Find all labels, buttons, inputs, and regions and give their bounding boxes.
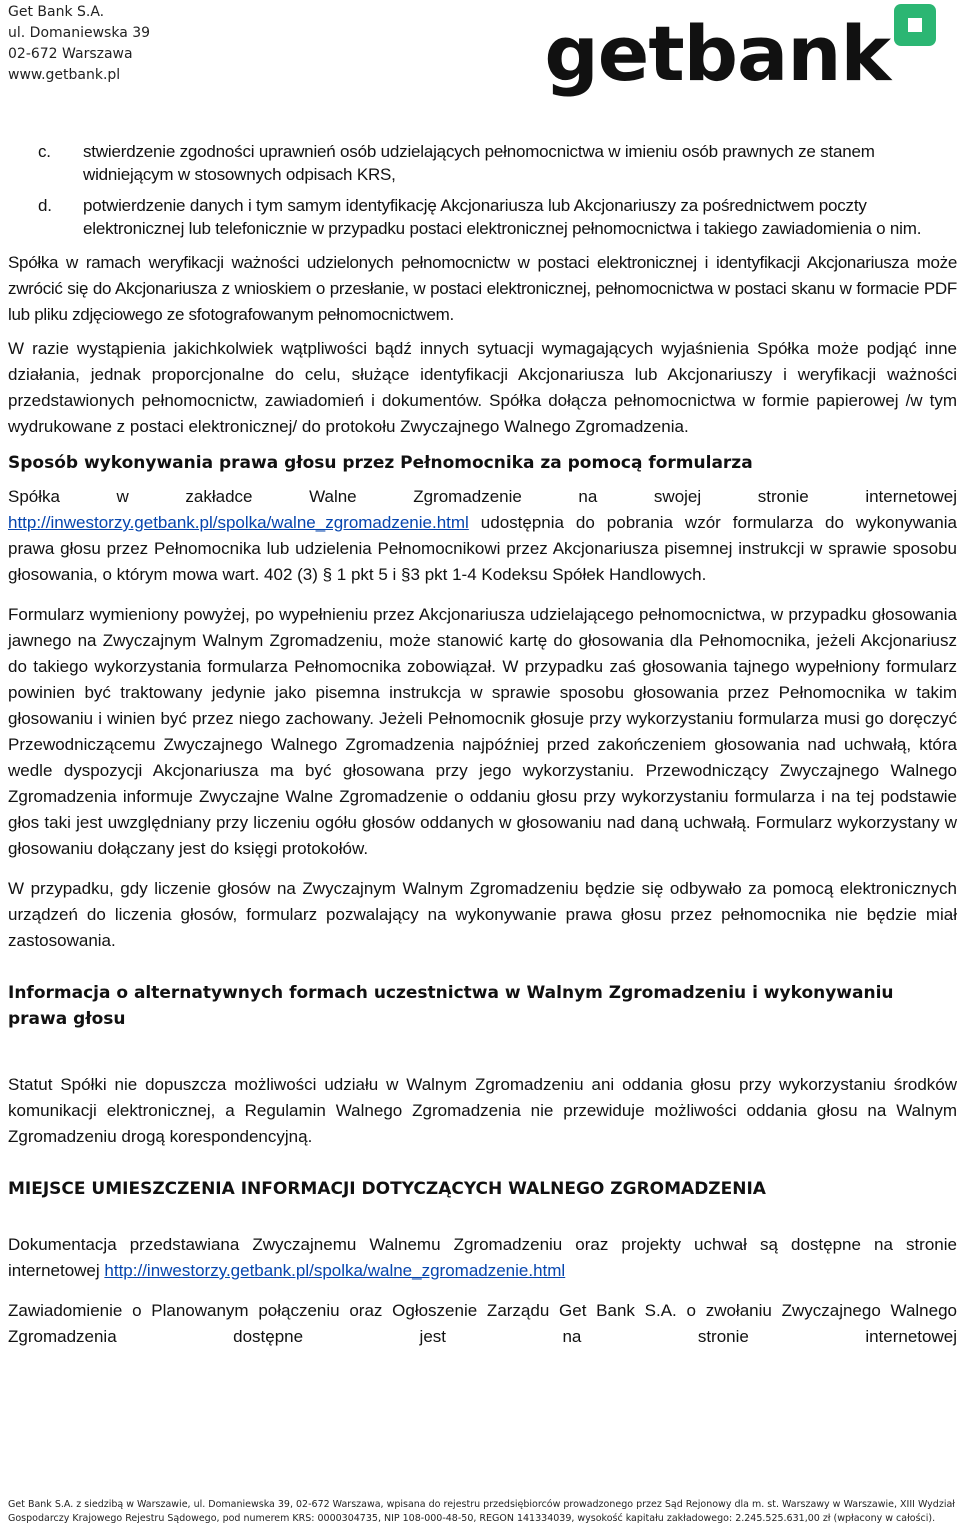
paragraph-documentation [8, 1232, 957, 1284]
company-street: ul. Domaniewska 39 [8, 25, 151, 41]
list-item-text: stwierdzenie zgodności uprawnień osób udzielających pełnomocnictwa w imieniu osób prawnych ze stanem widniejącym w stosownych odpisach KRS, [83, 142, 875, 184]
paragraph-text: Spółka w zakładce Walne Zgromadzenie na swojej stronie internetowej [8, 487, 957, 506]
paragraph-text: Dokumentacja przedstawiana Zwyczajnemu Walnemu Zgromadzeniu oraz projekty uchwał są dostępne na stronie internetowej [8, 1235, 957, 1280]
paragraph-form-usage: Formularz wymieniony powyżej, po wypełnieniu przez Akcjonariusza udzielającego pełnomocnictwa, w przypadku głosowania jawnego na Zwyczajnym Walnym Zgromadzeniu, może stanowić kartę do głosowania dla Pełnomocnika, jeżeli Akcjonariusz do takiego wykorzystania formularza Pełnomocnika zobowiązał. W przypadku zaś głosowania tajnego wypełniony formularz powinien być traktowany jedynie jako pisemna instrukcja w sprawie sposobu głosowania przez Pełnomocnika w takim głosowaniu i winien być przez niego zachowany. Jeżeli Pełnomocnik głosuje przy wykorzystaniu formularza musi go doręczyć Przewodniczącemu Zwyczajnego Walnego Zgromadzenia najpóźniej przed zakończeniem głosowania nad uchwałą, która wedle dyspozycji Akcjonariusza ma być głosowana przy jego wykorzystaniu. Przewodniczący Zwyczajnego Walnego Zgromadzenia informuje Zwyczajne Walne Zgromadzenie o oddaniu głosu przy wykorzystaniu formularza i na tej podstawie głos taki jest uwzględniany przy liczeniu ogółu głosów oddanych w głosowaniu nad daną uchwałą. Formularz wykorzystany w głosowaniu dołączany jest do księgi protokołów. [8, 605, 957, 858]
legal-footer [8, 1498, 958, 1526]
footer-line: Get Bank S.A. z siedzibą w Warszawie, ul. Domaniewska 39, 02-672 Warszawa, wpisana do rejestru przedsiębiorców prowadzonego przez Sąd Rejonowy dla m. st. Warszawy w Warszawie, XIII Wydział [8, 1499, 955, 1510]
paragraph-verification: Spółka w ramach weryfikacji ważności udzielonych pełnomocnictw w postaci elektronicznej i identyfikacji Akcjonariusza może zwrócić się do Akcjonariusza z wnioskiem o przesłanie, w postaci elektronicznej, pełnomocnictwa w postaci skanu w formacie PDF lub pliku zdjęciowego ze sfotografowanym pełnomocnictwem. [8, 253, 957, 324]
company-website: www.getbank.pl [8, 67, 121, 83]
footer-line: Gospodarczy Krajowego Rejestru Sądowego, pod numerem KRS: 0000304735, NIP 108-000-48-50, REGON 141334039, wysokość kapitału zakładowego: 2.245.525.631,00 zł (wpłacony w całości). [8, 1513, 936, 1524]
list-item-text: potwierdzenie danych i tym samym identyfikację Akcjonariusza lub Akcjonariuszy za pośrednictwem poczty elektronicznej lub telefonicznie w przypadku postaci elektronicznej pełnomocnictwa i takiego zawiadomienia o nim. [83, 196, 922, 238]
shareholder-meeting-link[interactable]: http://inwestorzy.getbank.pl/spolka/walne_zgromadzenie.html [8, 513, 469, 532]
company-name: Get Bank S.A. [8, 4, 105, 20]
paragraph-text: udostępnia do pobrania wzór formularza do wykonywania prawa głosu przez Pełnomocnika lub udzielenia Pełnomocnikowi przez Akcjonariusza pisemnej instrukcji w sprawie sposobu głosowania, o którym mowa wart. 402 (3) § 1 pkt 5 i §3 pkt 1-4 Kodeksu Spółek Handlowych. [8, 513, 957, 584]
section-heading-alternative-forms: Informacja o alternatywnych formach uczestnictwa w Walnym Zgromadzeniu i wykonywaniu prawa głosu [8, 983, 894, 1029]
company-city: 02-672 Warszawa [8, 46, 133, 62]
paragraph-statute: Statut Spółki nie dopuszcza możliwości udziału w Walnym Zgromadzeniu ani oddania głosu przy wykorzystaniu środków komunikacji elektronicznej, a Regulamin Walnego Zgromadzenia nie przewiduje możliwości oddania głosu na Walnym Zgromadzeniu drogą korespondencyjną. [8, 1075, 957, 1146]
document-body [8, 140, 957, 1358]
logo-wordmark: getbank [544, 9, 890, 98]
list-marker: c. [38, 142, 51, 161]
company-address-block [8, 2, 150, 86]
list-item [8, 140, 957, 186]
list-marker: d. [38, 196, 52, 215]
getbank-logo [544, 2, 936, 98]
paragraph-doubts: W razie wystąpienia jakichkolwiek wątpliwości bądź innych sytuacji wymagających wyjaśnienia Spółka może podjąć inne działania, jednak proporcjonalne do celu, służące identyfikacji Akcjonariusza lub Akcjonariuszy i weryfikacji ważności przedstawionych pełnomocnictw, zawiadomień i dokumentów. Spółka dołącza pełnomocnictwa w formie papierowej /w tym wydrukowane z postaci elektronicznej/ do protokołu Zwyczajnego Walnego Zgromadzenia. [8, 339, 957, 436]
section-heading-form-voting: Sposób wykonywania prawa głosu przez Pełnomocnika za pomocą formularza [8, 453, 753, 473]
paragraph-merger-notice: Zawiadomienie o Planowanym połączeniu oraz Ogłoszenie Zarządu Get Bank S.A. o zwołaniu Zwyczajnego Walnego Zgromadzenia dostępne jest na stronie internetowej [8, 1301, 957, 1346]
paragraph-electronic-counting: W przypadku, gdy liczenie głosów na Zwyczajnym Walnym Zgromadzeniu będzie się odbywało za pomocą elektronicznych urządzeń do liczenia głosów, formularz pozwalający na wykonywanie prawa głosu przez pełnomocnika nie będzie miał zastosowania. [8, 879, 957, 950]
documentation-link[interactable]: http://inwestorzy.getbank.pl/spolka/walne_zgromadzenie.html [104, 1261, 566, 1280]
paragraph-form-download [8, 484, 957, 588]
logo-square-icon [894, 4, 936, 46]
list-item [8, 194, 957, 240]
section-heading-information-place: MIEJSCE UMIESZCZENIA INFORMACJI DOTYCZĄCYCH WALNEGO ZGROMADZENIA [8, 1179, 766, 1199]
